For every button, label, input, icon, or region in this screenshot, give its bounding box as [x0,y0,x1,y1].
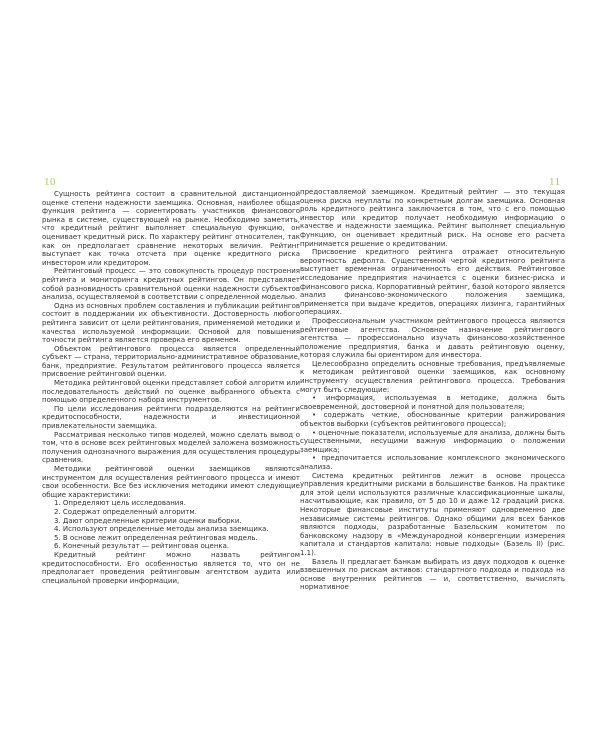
list-item: 3. Дают определенные критерии оценки выборки. [54,516,242,525]
list-item: • содержать четкие, обоснованные критерии ранжирования объектов выборки (субъектов рейтингового процесса); [300,411,565,429]
paragraph: Одна из основных проблем составления и публикации рейтингов состоит в поддержании их объективности. Достоверность любого рейтинга зависит от цели рейтингования, применяемой методики и качества используемой информации. Основой для повышения точности рейтинга является проверка его временем. [42,301,300,345]
paragraph: предоставляемой заемщиком. Кредитный рейтинг — это текущая оценка риска неуплаты по конкретным долгам заемщика. Основная роль кредитного рейтинга заключается в том, что с его помощью инвестор или кредитор получает необходимую информацию о качестве и надежности заемщика. Рейтинг выполняет специальную функцию, он оценивает кредитный риск. На основе его расчета принимается решение о кредитовании. [300,188,565,248]
list-item: 6. Конечный результат — рейтинговая оценка. [54,542,230,551]
paragraph: Система кредитных рейтингов лежит в основе процесса управления кредитными рисками в большинстве банков. На практике для этой цели используются различные классификационные шкалы, насчитывающие, как правило, от 5 до 10 и даже 12 градаций риска. Некоторые финансовые институты применяют одновременно две независимые системы рейтингов. Однако общими для всех банков являются подходы, разработанные Базельским комитетом по банковскому надзору в «Международной конвергенции измерения капитала и стандартов капитала: новые подходы» (Базель II) (рис. 1.1). [300,471,565,557]
paragraph: Базель II предлагает банкам выбирать из двух подходов к оценке взвешенных по рискам активов: стандартного подхода и подхода на основе внутренних рейтингов — и, соответственно, вычислять нормативное [300,557,565,592]
list-item: • информация, используемая в методике, должна быть своевременной, достоверной и понятной для пользователя; [300,394,565,411]
paragraph: Целесообразно определить основные требования, предъявляемые к методикам рейтинговой оценки заемщиков, как основному инструменту осуществления рейтингового процесса. Требования могут быть следующие: [300,359,565,394]
paragraph: По цели исследования рейтинги подразделяются на рейтинги кредитоспособности, надежности и инвестиционной привлекательности заемщика. [42,404,300,431]
list-item: 5. В основе лежит определенная рейтинговая модель. [54,533,258,542]
paragraph: Методики рейтинговой оценки заемщиков являются инструментом для осуществления рейтингового процесса и имеют свои особенности. Все без исключения методики имеют следующие общие характеристики: [42,465,300,499]
paragraph: Кредитный рейтинг можно назвать рейтингом кредитоспособности. Его особенностью является то, что он не предполагает проведения рейтинговым агентством аудита или специальной проверки информации, [42,550,300,585]
paragraph: Рейтинговый процесс — это совокупность процедур построения рейтинга и мониторинга кредитных рейтингов. Он представляет собой разновидность сравнительной оценки надежности субъектов анализа, осуществляемой в соответствии с определенной моделью. [42,267,300,302]
page-number-left: 10 [44,176,56,188]
paragraph: Методика рейтинговой оценки представляет собой алгоритм или последовательность действий по оценке выбранного объекта с помощью определенного набора инструментов. [42,379,300,405]
list-item: • оценочные показатели, используемые для анализа, должны быть существенными, несущими важную информацию о положении заемщика; [300,428,565,454]
right-text-column [300,188,565,592]
paragraph: Объектом рейтингового процесса является определенный субъект — страна, территориально-административное образование, банк, предприятие. Результатом рейтингового процесса является присвоение рейтинговой оценки. [42,344,300,379]
paragraph: Присвоение кредитного рейтинга отражает относительную вероятность дефолта. Существенной чертой кредитного рейтинга выступает временная ограниченность его действия. Рейтинговое исследование предприятия начинается с оценки бизнес-риска и финансового риска. Корпоративный рейтинг, базой которого является анализ финансово-экономического положения заемщика, применяется при выдаче кредитов, операциях лизинга, гарантийных операциях. [300,248,565,317]
page-number-right: 11 [549,176,561,188]
list-item: 2. Содержат определенный алгоритм. [54,507,197,516]
paragraph: Сущность рейтинга состоит в сравнительной дистанционной оценке степени надежности заемщика. Основная, наиболее общая функция рейтинга — сориентировать участников финансового рынка в системе, существующей на рынке. Необходимо заметить, что кредитный рейтинг выполняет специальную функцию, он оценивает кредитный риск. По характеру рейтинг относителен, так как он предполагает сравнение некоторых величин. Рейтинг выступает как точка отсчета при оценке кредитного риска инвестором или кредитором. [42,190,300,267]
left-text-column [42,190,300,585]
paragraph: Профессиональным участником рейтингового процесса являются рейтинговые агентства. Основное назначение рейтингового агентства — профессионально изучать финансово-хозяйственное положение предприятия, банка и давать рейтинговую оценку, которая служила бы ориентиром для инвестора. [300,316,565,360]
list-item: 4. Используют определенные методы анализа заемщика. [54,525,269,534]
paragraph: Рассматривая несколько типов моделей, можно сделать вывод о том, что в основе всех рейтинговых моделей заложена возможность получения однозначного выражения для осуществления процедуры сравнения. [42,430,300,465]
list-item: • предпочитается использование комплексного экономического анализа. [300,454,565,471]
list-item: 1. Определяют цель исследования. [54,499,186,508]
